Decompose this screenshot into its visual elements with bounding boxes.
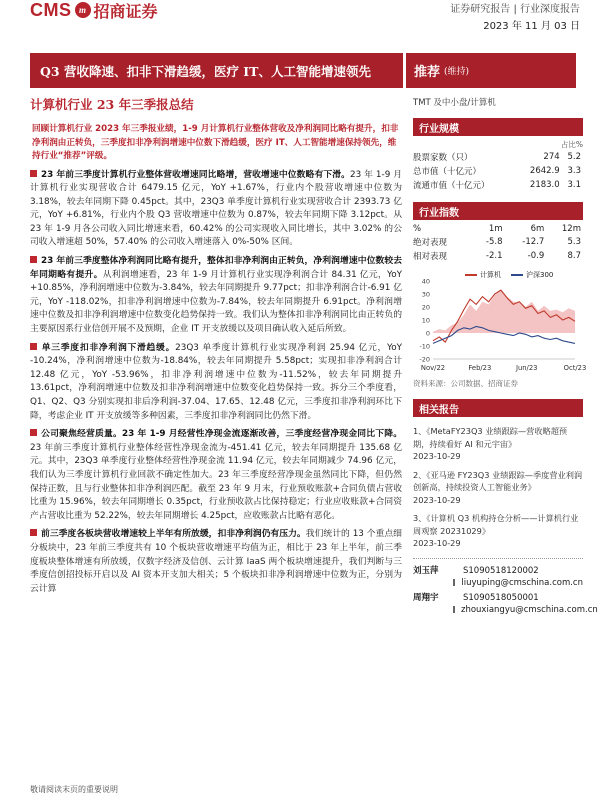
report-date: 2023 年 11 月 03 日 (483, 21, 580, 32)
intro-summary: 回顾计算机行业 2023 年三季报业绩，1-9 月计算机行业整体营收及净利润同比略有提升，扣非净利润由正转负，三季度扣非净利润增速中位数下滑趋缓，医疗 IT、人工智能增速保持领先，维持行业“推荐”评级。 (32, 124, 399, 161)
paragraph-2: 23 年前三季度整体净利润同比略有提升，整体扣非净利润由正转负，净利润增速中位数较去年同期略有提升。从利润增速看，23 年 1-9 月计算机行业实现净利润合计 84.31 亿元，YoY +10.85%，净利润增速中位数为-3.84%，较去年同期提升 9.77pct；扣非净利润合计-6.91 亿元，YoY -118.02%，扣非净利润增速中位数为-7.84%，较去年同期提升 6.91pct。净利润增速中位数及扣非净利润增速中位数变化趋势保持一致。我们认为整体扣非净利润同比由正转负的主要原因系行业信创开展不及预期，企业 IT 开支放缓以及项目确认收入延后所致。 (30, 256, 402, 335)
table-row: 相对表现 -2.1 -0.9 8.7 (413, 251, 581, 262)
table-row: 绝对表现 -5.8 -12.7 5.3 (413, 237, 581, 248)
table-row: 总市值（十亿元） 2642.9 3.3 (413, 166, 581, 177)
rating-banner (406, 53, 576, 88)
related-list (413, 425, 583, 550)
table-header-row: % 1m 6m 12m (413, 224, 581, 234)
related-item[interactable]: 2、《亚马逊 FY23Q3 业绩跟踪—季度营业利润创新高，持续投资人工智能业务》 2023-10-29 (413, 469, 583, 505)
legend-series-2: 沪深300 (526, 271, 554, 279)
rating-sub: (维持) (444, 67, 470, 77)
scale-unit: 占比% (560, 140, 583, 149)
index-table (413, 223, 583, 263)
y-tick-label: 0 (425, 329, 430, 338)
analyst-id: S1090518120002 (463, 565, 539, 576)
table-row: 股票家数（只） 274 5.2 (413, 152, 581, 163)
footer-disclaimer: 敬请阅读末页的重要说明 (30, 785, 118, 794)
chart-source: 资料来源：公司数据、招商证券 (413, 379, 518, 388)
main-body (30, 123, 402, 596)
paragraph-4: 公司聚焦经营质量。23 年 1-9 月经营性净现金流逐渐改善，三季度经营净现金同比下降。23 年前三季度计算机行业整体经营性净现金流为-451.41 亿元，较去年同期提升 135.68 亿元。其中，23Q3 单季度行业整体经营性净现金流 11.94 亿元，较去年同期减少 74.96 亿元，我们认为三季度计算机行业回款不确定性加大。23 年三季度经营净现金虽然同比下降，但仍然保持正数，且与行业整体扣非净利润匹配。截至 23 年 9 月末，行业预收账款+合同负债占营收比重为 15.96%，较去年同期增长 0.35pct，行业预收款占比保持稳定；行业应收账款+合同资产占营收比重为 52.22%，较去年同期增长 4.25pct，应收账款占比略有恶化。 (30, 429, 402, 521)
y-tick-label: 40 (421, 277, 430, 286)
paragraph-1: 23 年前三季度计算机行业整体营收增速同比略增，营收增速中位数略有下滑。23 年 1-9 月计算机行业实现营收合计 6479.15 亿元，YoY +1.67%，行业内个股营收增速中位数为 3.18%，较去年同期下降 0.45pct。其中，23Q3 单季度计算机行业实现营收合计 2393.73 亿元，YoY +6.81%，行业内个股 Q3 营收增速中位数为 0.87%，较去年同期下降 3.12pct。从 23 年 1-9 月各公司收入同比增速来看，60.42% 的公司实现收入同比增长，其中 3.02% 的公司收入增速超 50%，57.40% 的公司收入增速落入 0%-50% 区间。 (30, 169, 402, 248)
mail-icon (453, 606, 455, 613)
industry-label: TMT 及中小盘/计算机 (413, 98, 496, 108)
report-title: 计算机行业 23 年三季报总结 (30, 97, 194, 112)
bullet-icon (30, 170, 37, 177)
logo-cn: 招商证券 (93, 1, 158, 21)
analyst-email[interactable]: zhouxiangyu@cmschina.com.cn (461, 604, 598, 615)
x-tick-label: Jun/23 (515, 364, 538, 372)
analyst-name: 刘玉萍 (413, 565, 439, 576)
divider (413, 558, 583, 559)
page-header (0, 0, 600, 32)
report-type: 证券研究报告 | 行业深度报告 (450, 4, 580, 15)
logo-badge: m (75, 2, 91, 18)
bullet-icon (30, 529, 37, 536)
table-row: 流通市值（十亿元） 2183.0 3.1 (413, 180, 581, 191)
analyst-id: S1090518050001 (463, 592, 539, 603)
mail-icon (453, 579, 455, 586)
headline-banner: Q3 营收降速、扣非下滑趋缓，医疗 IT、人工智能增速领先 (30, 53, 403, 88)
sidebar (413, 96, 598, 616)
related-heading: 相关报告 (413, 399, 583, 417)
analyst-block (413, 565, 598, 616)
analyst-email[interactable]: liuyuping@cmschina.com.cn (461, 577, 583, 588)
analyst-name: 周翔宇 (413, 592, 439, 603)
y-tick-label: -20 (419, 355, 430, 364)
index-chart-svg (413, 267, 587, 375)
y-tick-label: 20 (421, 303, 430, 312)
related-item[interactable]: 3、《计算机 Q3 机构持仓分析——计算机行业周观察 20231029》 2023-10-29 (413, 513, 579, 548)
y-tick-label: 10 (421, 316, 430, 325)
bullet-icon (30, 256, 37, 263)
rating-label: 推荐 (414, 65, 441, 80)
index-heading: 行业指数 (413, 202, 583, 220)
y-tick-label: 30 (421, 290, 430, 299)
x-tick-label: Oct/23 (563, 364, 587, 372)
x-tick-label: Nov/22 (420, 364, 446, 372)
paragraph-5: 前三季度各板块营收增速较上半年有所放缓，扣非净利润仍有压力。我们统计的 13 个重点细分板块中，23 年前三季度共有 10 个板块营收增速平均值为正，相比于 23 年上半年，前三季度板块整体增速有所放缓，仅数字经济及信创、云计算 IaaS 两个板块增速提升，我们判断与三季度信创招投标开启以及 AI 资本开支加大相关；5 个板块扣非净利润增速中位数为正，分别为云计算 (30, 529, 402, 594)
chart-legend (465, 270, 553, 280)
scale-table (413, 150, 583, 192)
paragraph-3: 单三季度扣非净利润下滑趋缓。23Q3 单季度计算机行业实现净利润 25.94 亿元，YoY -10.24%，净利润增速中位数为-18.84%，较去年同期提升 5.58pct；实现扣非净利润合计 12.48 亿元，YoY -53.96%，扣非净利润增速中位数为-11.52%，较去年同期提升 13.61pct，净利润增速中位数及扣非净利润增速中位数变化趋势保持一致。拆分三个季度看，Q1、Q2、Q3 分别实现扣非后净利润-37.04、17.65、12.48 亿元，三季度扣非净利润环比下降，考虑企业 IT 开支放缓等多种因素，三季度扣非净利润同比仍然下滑。 (30, 342, 402, 421)
bullet-icon (30, 429, 37, 436)
x-tick-label: Feb/23 (468, 364, 492, 372)
bullet-icon (30, 343, 37, 350)
scale-heading: 行业规模 (413, 118, 583, 136)
logo-text: CMS (30, 0, 72, 20)
legend-series-1: 计算机 (480, 271, 501, 279)
index-chart (413, 267, 587, 375)
y-tick-label: -10 (419, 342, 430, 351)
cms-logo (30, 0, 158, 20)
related-item[interactable]: 1、《MetaFY23Q3 业绩跟踪—营收略超预期，持续看好 AI 和元宇宙》 2023-10-29 (413, 426, 568, 461)
